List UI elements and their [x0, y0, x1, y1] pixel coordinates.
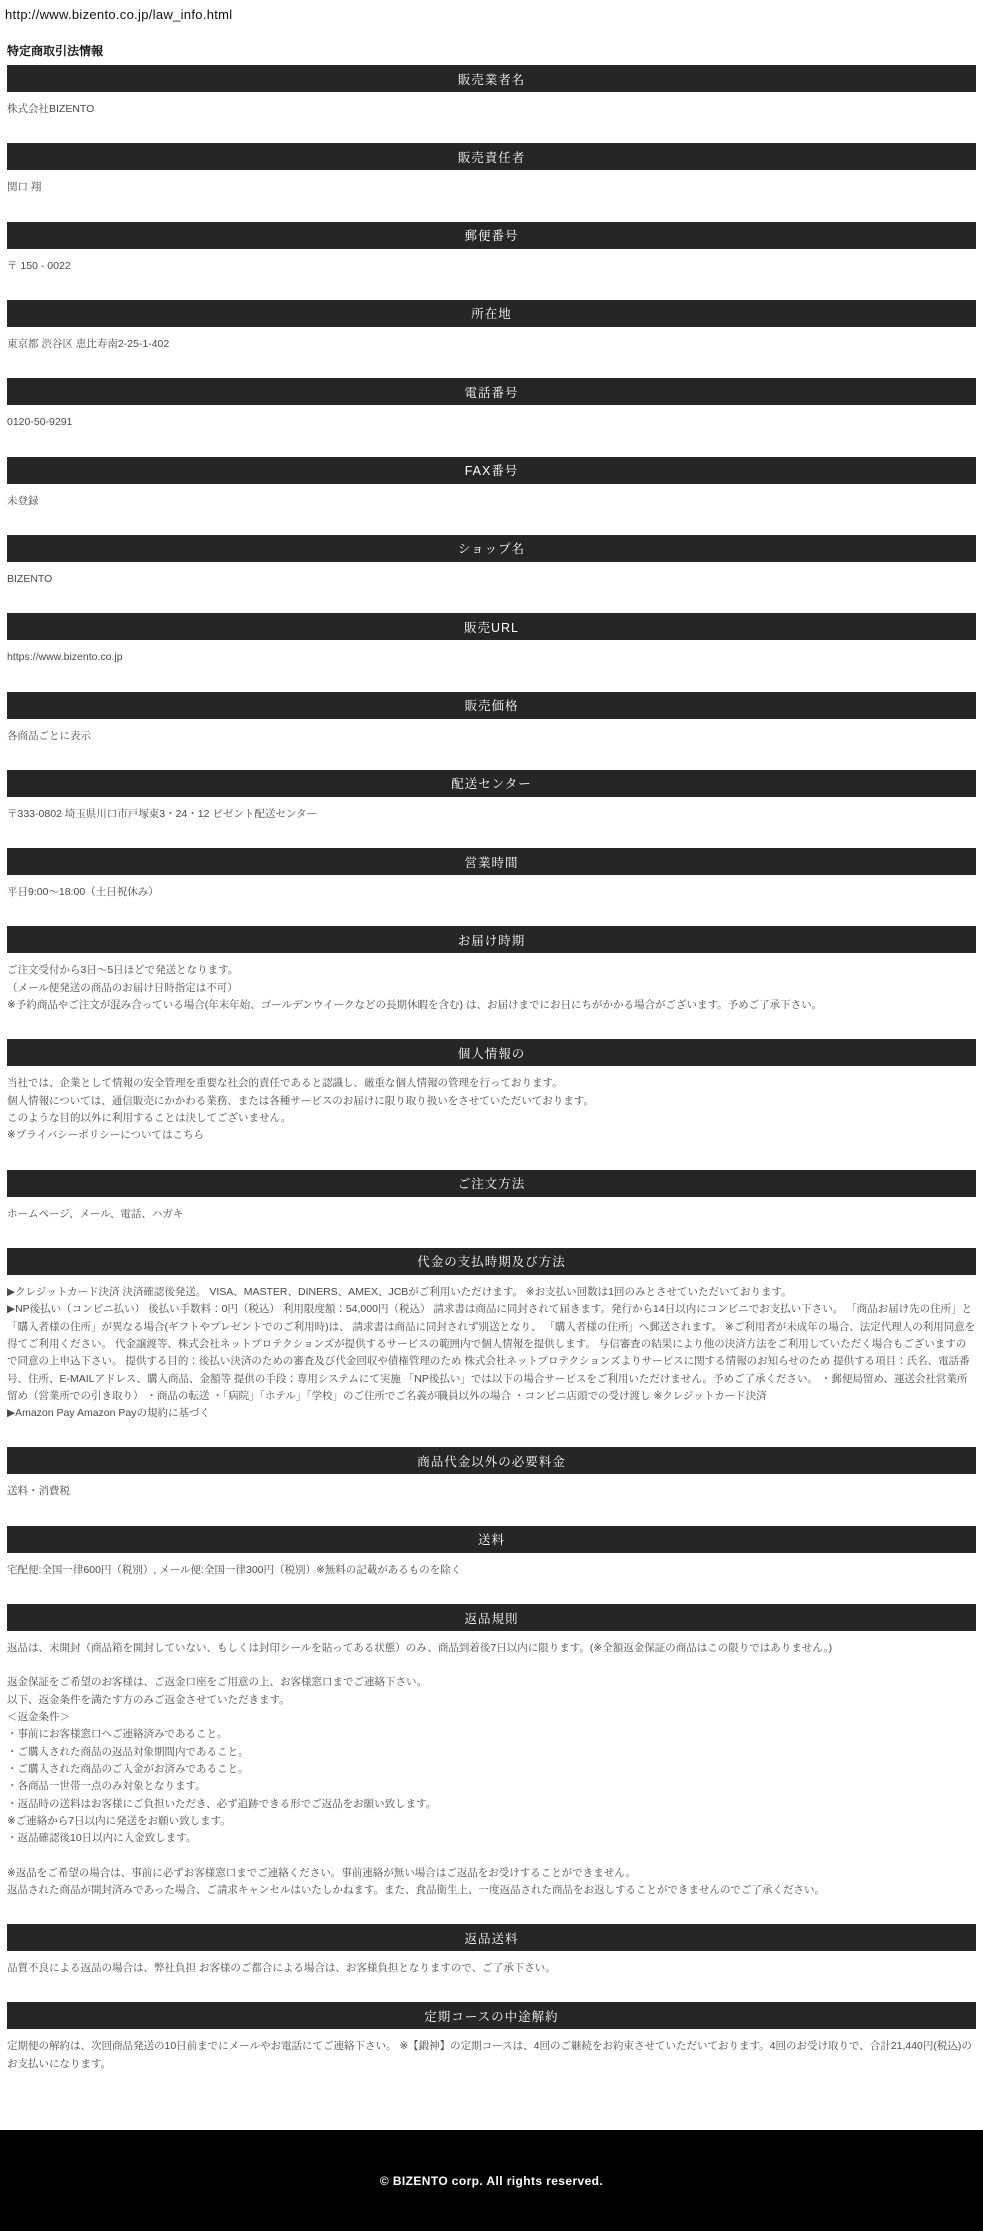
- section-header: [7, 1526, 976, 1553]
- body-line: 平日9:00〜18:00（土日祝休み）: [7, 886, 159, 899]
- body-line: ▶Amazon Pay Amazon Payの規約に基づく: [7, 1407, 210, 1420]
- law-section: [0, 1447, 983, 1525]
- body-line: 当社では、企業として情報の安全管理を重要な社会的責任であると認識し、厳重な個人情報の管理を行っております。: [7, 1077, 563, 1090]
- section-title: お届け時期: [457, 933, 526, 948]
- law-section: [0, 300, 983, 378]
- section-header: [7, 1604, 976, 1631]
- body-line: ※プライバシーポリシーについてはこちら: [7, 1129, 205, 1142]
- body-line: 品質不良による返品の場合は、弊社負担 お客様のご都合による場合は、お客様負担となりますので、ご了承下さい。: [7, 1962, 556, 1975]
- law-section: [0, 1924, 983, 2002]
- section-body: [0, 875, 983, 926]
- section-header: [7, 613, 976, 640]
- section-title: 返品送料: [464, 1931, 519, 1946]
- body-line: [7, 1848, 976, 1865]
- law-section: [0, 770, 983, 848]
- body-line: 0120-50-9291: [7, 416, 73, 429]
- section-body: [0, 1275, 983, 1448]
- section-header: [7, 1170, 976, 1197]
- section-title: 販売URL: [463, 620, 519, 635]
- body-line: 宅配便:全国一律600円（税別）, メール便:全国一律300円（税別）※無料の記載があるものを除く: [7, 1563, 462, 1576]
- body-line: ＜返金条件＞: [7, 1711, 70, 1723]
- section-header: [7, 535, 976, 562]
- section-title: 販売責任者: [457, 150, 526, 165]
- section-header: [7, 770, 976, 797]
- section-title: 郵便番号: [464, 229, 519, 244]
- body-line: ・事前にお客様窓口へご連絡済みであること。: [7, 1728, 228, 1741]
- section-title: 販売価格: [464, 699, 519, 713]
- section-header: [7, 692, 976, 719]
- law-info-sections: [0, 65, 983, 2098]
- body-line: 〒333-0802 埼玉県川口市戸塚東3・24・12 ビゼント配送センター: [7, 807, 317, 820]
- section-body: [0, 405, 983, 456]
- body-line: 返品された商品が開封済みであった場合、ご請求キャンセルはいたしかねます。また、食品衛生上、一度返品された商品をお返しすることができませんのでご了承ください。: [7, 1883, 826, 1896]
- section-body: [0, 1631, 983, 1924]
- footer: [0, 2130, 983, 2231]
- body-line: このような目的以外に利用することは決してございません。: [7, 1112, 292, 1124]
- body-line: ・ご購入された商品のご入金がお済みであること。: [7, 1762, 249, 1775]
- body-line: ▶NP後払い（コンビニ払い） 後払い手数料：0円（税込） 利用限度額：54,000円（税込） 請求書は商品に同封されて届きます。発行から14日以内にコンビニでお支払い下さい。 「商品お届け先の住所」と「購入者様の住所」が異なる場合(ギフトやプレゼントでのご利用時)は、 請求書は商品に同封されず別送となり、 「購入者様の住所」へ郵送されます。 ※ご利用者が未成年の場合、法定代理人の利用同意を得てご利用ください。 代金譲渡等、株式会社ネットプロテクションズが提供するサービスの範囲内で個人情報を提供します。 与信審査の結果により他の決済方法をご利用していただく場合もございますので同意の上申込下さい。 提供する目的：後払い決済のための審査及び代金回収や債権管理のため 株式会社ネットプロテクションズよりサービスに関する情報のお知らせのため 提供する項目：氏名、電話番号、住所、E-MAILアドレス、購入商品、金額等 提供の手段：専用システムにて実施 「NP後払い」では以下の場合サービスをご利用いただけません。予めご了承ください。 ・郵便局留め、運送会社営業所留め（営業所での引き取り） ・商品の転送 ・「病院」「ホテル」「学校」のご住所でご名義が職員以外の場合 ・コンビニ店頭での受け渡し ※クレジットカード決済: [7, 1303, 976, 1402]
- body-line: 東京都 渋谷区 恵比寿南2-25-1-402: [7, 337, 170, 350]
- section-header: [7, 1447, 976, 1474]
- body-line: 返金保証をご希望のお客様は、ご返金口座をご用意の上、お客様窓口までご連絡下さい。: [7, 1676, 427, 1689]
- section-title: 商品代金以外の必要料金: [417, 1454, 566, 1469]
- body-line: 未登録: [7, 494, 39, 507]
- section-title: 個人情報の: [457, 1046, 526, 1061]
- body-line: ご注文受付から3日〜5日ほどで発送となります。: [7, 964, 239, 977]
- body-line: ※予約商品やご注文が混み合っている場合(年末年始、ゴールデンウイークなどの長期休暇を含む) は、お届けまでにお日にちがかかる場合がございます。予めご了承下さい。: [7, 999, 823, 1012]
- section-body: [0, 1553, 983, 1604]
- section-header: [7, 848, 976, 875]
- section-header: [7, 300, 976, 327]
- section-header: [7, 1924, 976, 1951]
- section-title: 定期コースの中途解約: [424, 2009, 559, 2024]
- section-body: [0, 953, 983, 1039]
- body-line: 関口 翔: [7, 181, 42, 194]
- section-header: [7, 1248, 976, 1275]
- body-line: [7, 1657, 976, 1674]
- section-body: [0, 1474, 983, 1525]
- section-body: [0, 249, 983, 300]
- page-title: 特定商取引法情報: [7, 44, 104, 58]
- section-header: [7, 926, 976, 953]
- section-title: 送料: [477, 1533, 505, 1548]
- law-section: [0, 65, 983, 143]
- law-section: [0, 692, 983, 770]
- page-url: http://www.bizento.co.jp/law_info.html: [5, 7, 233, 22]
- body-line: 〒 150 - 0022: [7, 259, 71, 272]
- body-line: ▶クレジットカード決済 決済確認後発送。 VISA、MASTER、DINERS、AMEX、JCBがご利用いただけます。 ※お支払い回数は1回のみとさせていただいております。: [7, 1285, 792, 1298]
- section-body: [0, 484, 983, 535]
- section-body: [0, 170, 983, 221]
- section-body: [0, 1197, 983, 1248]
- section-header: [7, 65, 976, 92]
- section-header: [7, 2002, 976, 2029]
- law-section: [0, 378, 983, 456]
- body-line: https://www.bizento.co.jp: [7, 651, 123, 664]
- body-line: 定期便の解約は、次回商品発送の10日前までにメールやお電話にてご連絡下さい。 ※【鍛神】の定期コースは、4回のご継続をお約束させていただいております。4回のお受け取りで、合計21,440円(税込)のお支払いになります。: [7, 2040, 972, 2070]
- section-title: 所在地: [471, 307, 512, 322]
- section-title: 代金の支払時期及び方法: [417, 1255, 566, 1270]
- section-header: [7, 222, 976, 249]
- law-section: [0, 1526, 983, 1604]
- section-body: [0, 1066, 983, 1169]
- section-title: ご注文方法: [457, 1177, 526, 1192]
- section-header: [7, 457, 976, 484]
- section-body: [0, 327, 983, 378]
- law-section: [0, 457, 983, 535]
- law-section: [0, 613, 983, 691]
- body-line: ※返品をご希望の場合は、事前に必ずお客様窓口までご連絡ください。事前連絡が無い場合はご返品をお受けすることができません。: [7, 1866, 636, 1879]
- section-title: 電話番号: [464, 385, 519, 400]
- section-title: 返品規則: [464, 1611, 519, 1626]
- law-section: [0, 2002, 983, 2098]
- law-section: [0, 1039, 983, 1169]
- body-line: 株式会社BIZENTO: [7, 103, 95, 115]
- body-line: BIZENTO: [7, 572, 53, 585]
- section-body: [0, 1951, 983, 2002]
- section-title: 営業時間: [464, 855, 519, 870]
- body-line: ・返品確認後10日以内に入金致します。: [7, 1832, 197, 1845]
- law-section: [0, 1248, 983, 1448]
- body-line: ・各商品一世帯一点のみ対象となります。: [7, 1780, 206, 1793]
- section-header: [7, 378, 976, 405]
- section-body: [0, 2029, 983, 2098]
- law-section: [0, 1604, 983, 1924]
- section-body: [0, 92, 983, 143]
- body-line: （メール便発送の商品のお届け日時指定は不可）: [7, 981, 238, 994]
- section-body: [0, 640, 983, 691]
- body-line: ・返品時の送料はお客様にご負担いただき、必ず追跡できる形でご返品をお願い致します。: [7, 1797, 437, 1810]
- body-line: 各商品ごとに表示: [7, 729, 91, 742]
- section-header: [7, 1039, 976, 1066]
- section-title: 販売業者名: [457, 72, 526, 87]
- section-title: ショップ名: [457, 542, 526, 557]
- body-line: 個人情報については、通信販売にかかわる業務、または各種サービスのお届けに限り取り扱いをさせていただいております。: [7, 1094, 594, 1107]
- law-section: [0, 143, 983, 221]
- law-section: [0, 222, 983, 300]
- body-line: 返品は、未開封（商品箱を開封していない、もしくは封印シールを貼ってある状態）のみ、商品到着後7日以内に限ります。(※全額返金保証の商品はこの限りではありません。): [7, 1642, 833, 1655]
- body-line: ※ご連絡から7日以内に発送をお願い致します。: [7, 1814, 231, 1827]
- law-section: [0, 535, 983, 613]
- law-section: [0, 926, 983, 1039]
- section-body: [0, 719, 983, 770]
- law-section: [0, 848, 983, 926]
- copyright-text: © BIZENTO corp. All rights reserved.: [379, 2173, 604, 2188]
- section-body: [0, 797, 983, 848]
- section-title: 配送センター: [451, 777, 532, 792]
- body-line: 以下、返金条件を満たす方のみご返金させていただきます。: [7, 1693, 290, 1706]
- body-line: ホームページ、メール、電話、ハガキ: [7, 1207, 184, 1220]
- section-title: FAX番号: [464, 464, 519, 479]
- section-header: [7, 143, 976, 170]
- body-line: 送料・消費税: [7, 1485, 70, 1498]
- body-line: ・ご購入された商品の返品対象期間内であること。: [7, 1745, 249, 1758]
- section-body: [0, 562, 983, 613]
- law-section: [0, 1170, 983, 1248]
